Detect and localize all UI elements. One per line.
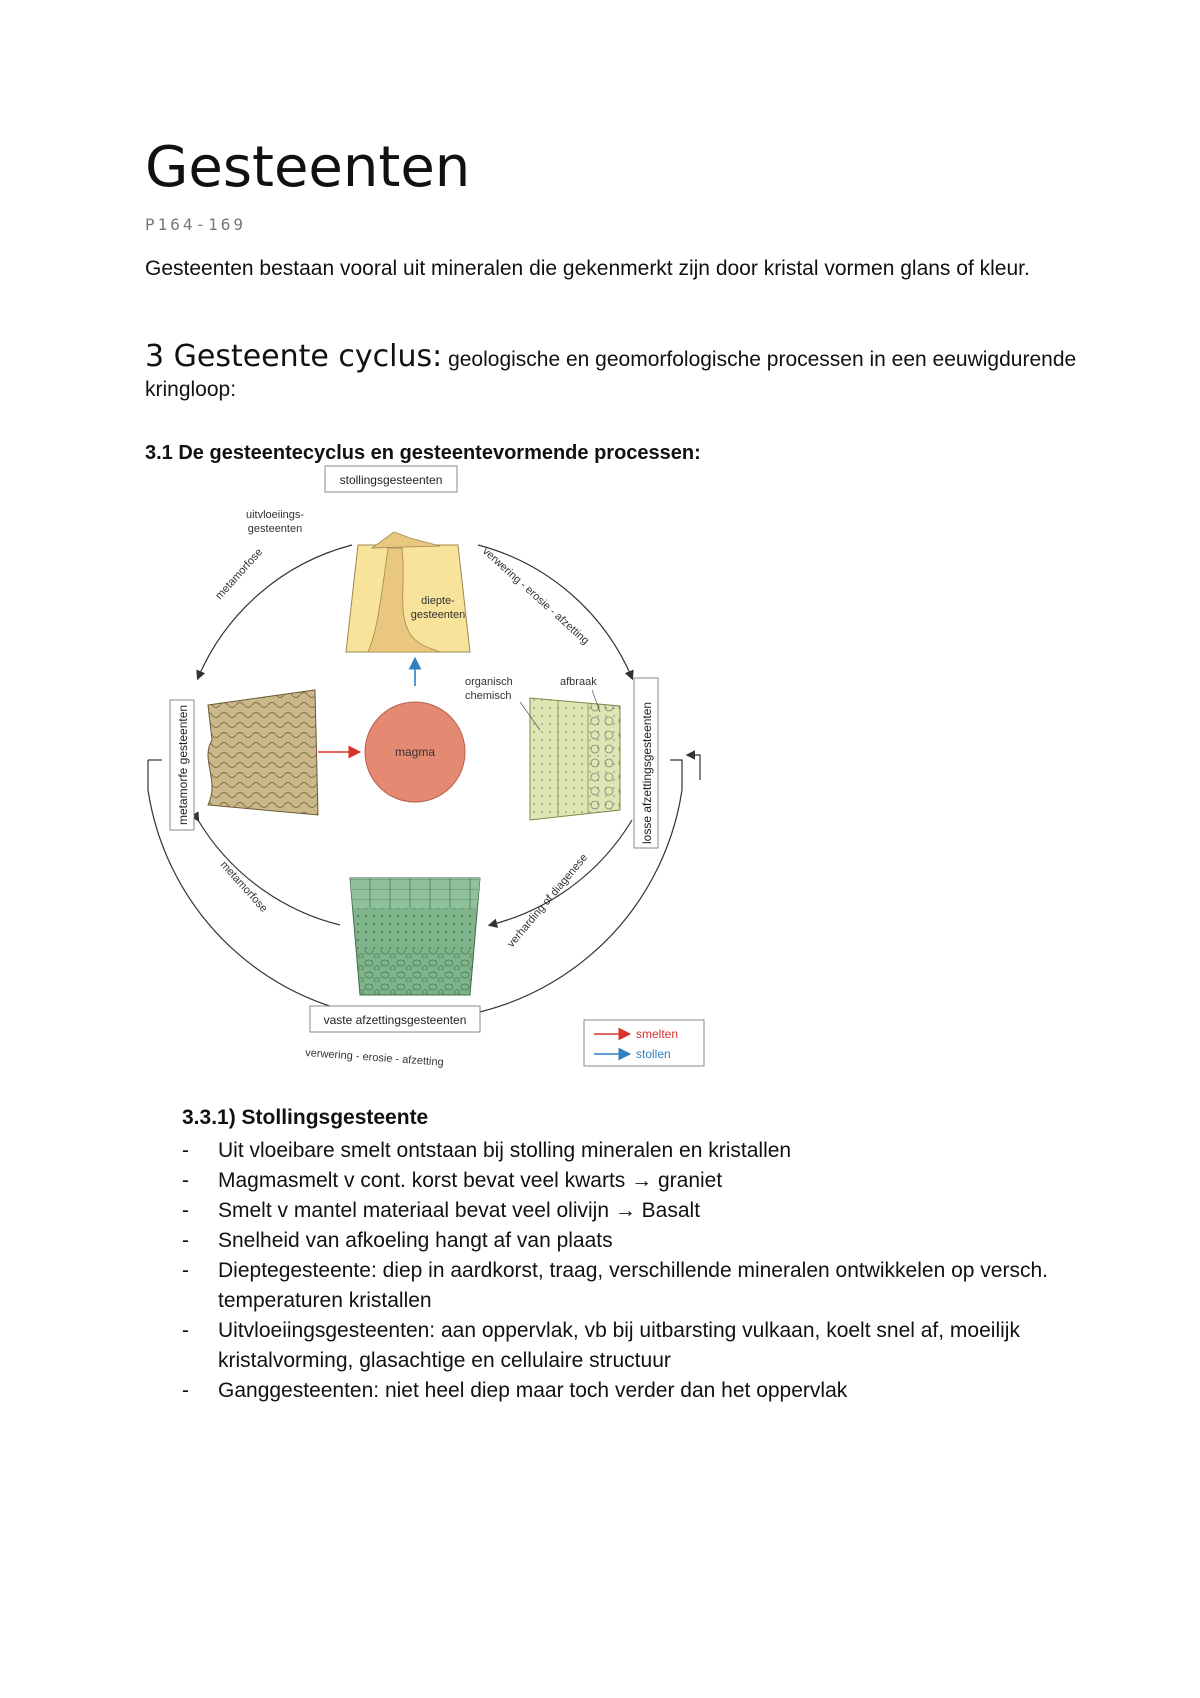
intro-paragraph: Gesteenten bestaan vooral uit mineralen die gekenmerkt zijn door kristal vormen glans of kleur. — [145, 257, 1030, 280]
list-item-text: Uitvloeiingsgesteenten: aan oppervlak, vb bij uitbarsting vulkaan, koelt snel af, moeilijk kristalvorming, glasachtige en cellulaire structuur — [218, 1319, 1020, 1372]
bullet-marker: - — [182, 1199, 189, 1222]
list-item — [182, 1196, 1062, 1226]
list-item — [182, 1316, 1062, 1376]
arc-label-bottom-left: metamorfose — [217, 858, 270, 915]
bullet-marker: - — [182, 1169, 189, 1192]
bullet-marker: - — [182, 1379, 189, 1402]
list-item — [182, 1166, 1062, 1196]
list-item-text: Uit vloeibare smelt ontstaan bij stolling mineralen en kristallen — [218, 1139, 792, 1162]
list-item — [182, 1136, 1062, 1166]
afbraak-label: afbraak — [560, 676, 597, 688]
organisch-label-1: organisch — [465, 676, 513, 688]
subsection-heading: 3.1 De gesteentecyclus en gesteentevormende processen: — [145, 442, 701, 464]
section-heading-text: geologische en geomorfologische processen in een eeuwigdurende kringloop: — [145, 348, 1077, 401]
arc-label-top-left: metamorfose — [213, 546, 266, 603]
bullet-marker: - — [182, 1229, 189, 1252]
list-item — [182, 1226, 1062, 1256]
arc-top-left — [198, 545, 352, 678]
bullet-marker: - — [182, 1319, 189, 1342]
list-item-text: Dieptegesteente: diep in aardkorst, traag, verschillende mineralen ontwikkelen op versch. temperaturen kristallen — [218, 1259, 1048, 1312]
diepte-label-2: gesteenten — [410, 609, 466, 621]
left-box-label: metamorfe gesteenten — [176, 704, 190, 825]
bullet-marker: - — [182, 1139, 189, 1162]
subsubsection-heading: 3.3.1) Stollingsgesteente — [182, 1106, 429, 1129]
arc-right-up — [688, 755, 700, 780]
organisch-label-2: chemisch — [465, 690, 512, 702]
arc-label-bottom: verwering - erosie - afzetting — [304, 1047, 445, 1069]
list-item-text: Magmasmelt v cont. korst bevat veel kwarts → graniet — [218, 1169, 723, 1192]
page-subtitle: P164-169 — [145, 215, 247, 234]
magma-label: magma — [394, 745, 436, 759]
list-item-text: Snelheid van afkoeling hangt af van plaats — [218, 1229, 613, 1252]
volcano-cap — [372, 532, 440, 548]
bullet-list — [182, 1136, 1062, 1406]
list-item-text: Ganggesteenten: niet heel diep maar toch verder dan het oppervlak — [218, 1379, 848, 1402]
section-heading-title: 3 Gesteente cyclus: — [145, 339, 443, 374]
bottom-box-label: vaste afzettingsgesteenten — [323, 1013, 467, 1027]
right-box-label: losse afzettingsgesteenten — [640, 701, 654, 844]
arc-bottom-right — [490, 820, 632, 925]
section-heading — [145, 339, 1095, 405]
diepte-label-1: diepte- — [421, 595, 455, 607]
legend-melt-label: smelten — [636, 1027, 679, 1041]
rock-cycle-diagram — [140, 473, 740, 1090]
list-item-text: Smelt v mantel materiaal bevat veel olivijn → Basalt — [218, 1199, 701, 1222]
arc-label-top-right: verwering - erosie - afzetting — [479, 545, 592, 648]
uitvloeiings-label-2: gesteenten — [247, 523, 303, 535]
legend-solid-label: stollen — [636, 1047, 671, 1061]
list-item — [182, 1256, 1062, 1316]
top-box-label: stollingsgesteenten — [339, 473, 443, 487]
page-title: Gesteenten — [145, 135, 471, 200]
bullet-marker: - — [182, 1259, 189, 1282]
arc-bottom-left — [198, 820, 340, 925]
uitvloeiings-label-1: uitvloeiings- — [245, 509, 305, 521]
list-item — [182, 1376, 1062, 1406]
arc-label-bottom-right: verharding of diagenese — [505, 851, 591, 950]
